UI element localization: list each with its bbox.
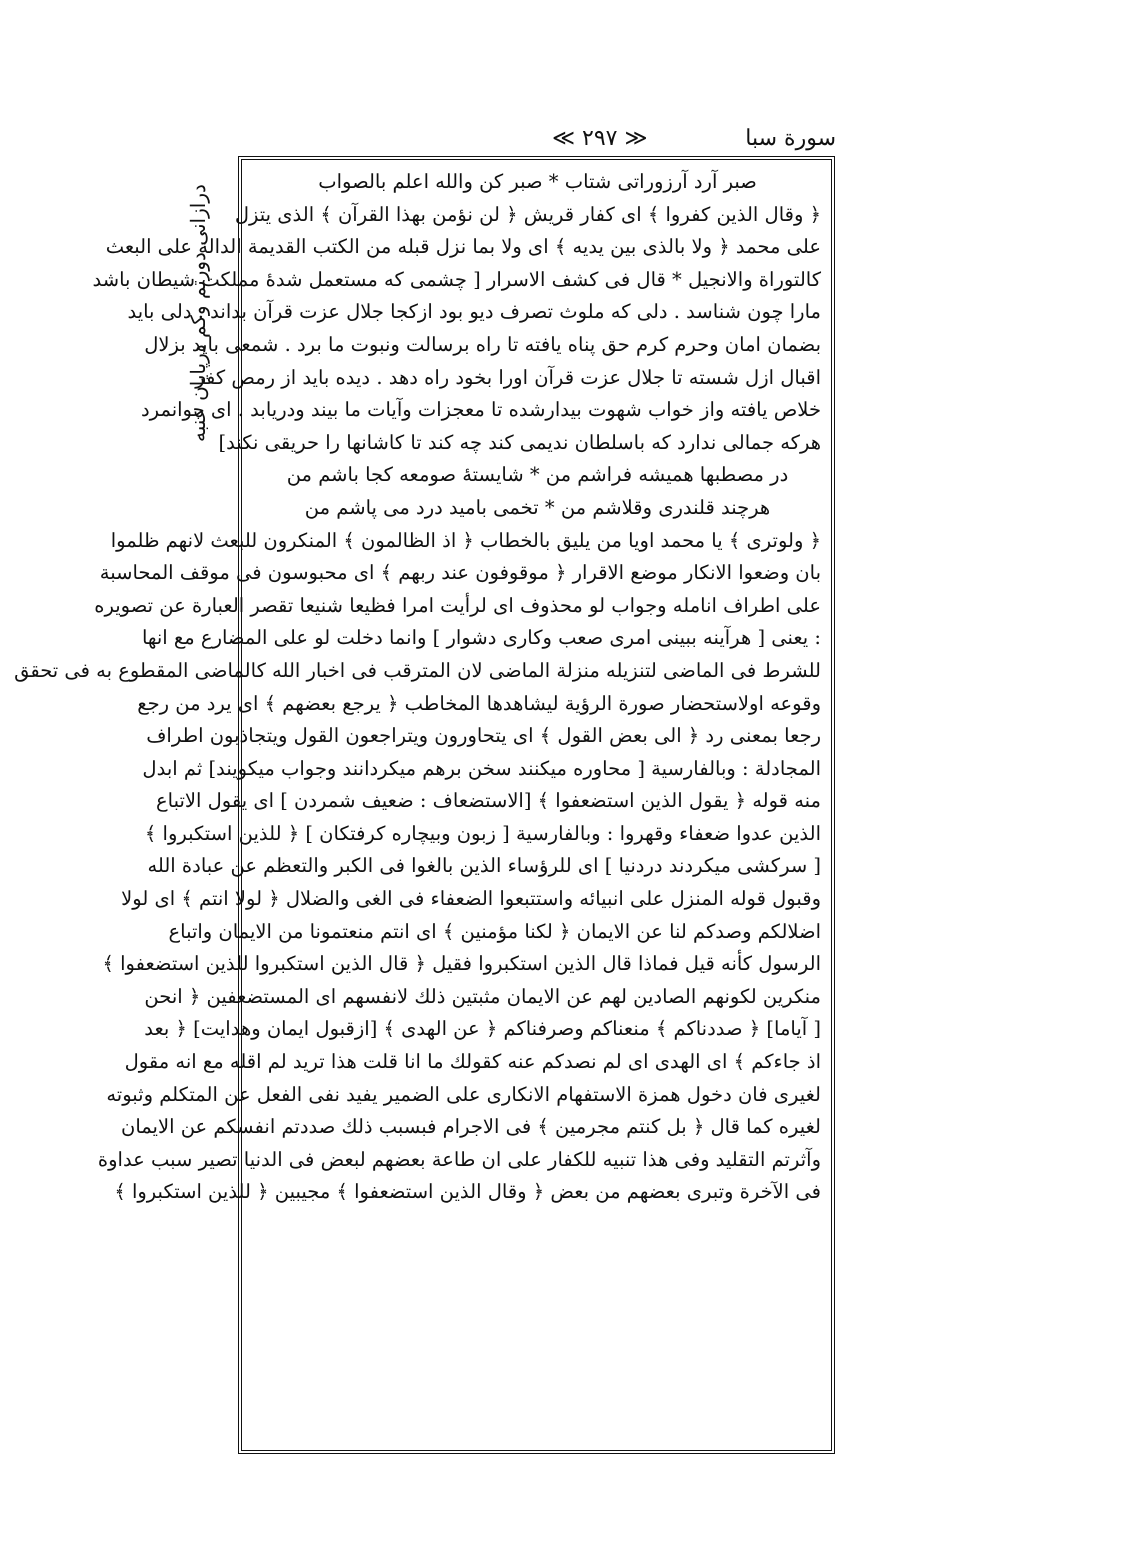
text-line: وقوعه اولاستحضار صورة الرؤية ليشاهدها المخاطب ﴿ يرجع بعضهم ﴾ اى يرد من رجع xyxy=(137,691,821,715)
surah-name: سورة سبا xyxy=(745,126,836,151)
text-line: وآثرتم التقليد وفى هذا تنبيه للكفار على ان طاعة بعضهم لبعض فى الدنيا تصير سبب عداوة xyxy=(97,1147,821,1171)
text-line: لغيره كما قال ﴿ بل كنتم مجرمين ﴾ فى الاجرام فبسبب ذلك صددتم انفسكم عن الايمان xyxy=(121,1115,821,1139)
text-line: كالتوراة والانجيل * قال فى كشف الاسرار [ چشمى كه مستعمل شدۀ مملكت شيطان باشد xyxy=(92,267,821,291)
text-line: اضلالكم وصدكم لنا عن الايمان ﴿ لكنا مؤمنين ﴾ اى انتم منعتمونا من الايمان واتباع xyxy=(168,919,821,943)
text-line: اقبال ازل شسته تا جلال عزت قرآن اورا بخود راه دهد . ديده بايد از رمص كفر xyxy=(195,365,821,389)
poem-line: هرچند قلندرى وقلاشم من * تخمى باميد درد مى پاشم من xyxy=(304,495,771,519)
text-line: بضمان امان وحرم كرم حق پناه يافته تا راه برسالت ونبوت ما برد . شمعى بايد بزلال xyxy=(144,332,821,356)
poem-line: صبر آرد آرزوراتی شتاب * صبر کن والله اعلم بالصواب xyxy=(318,170,757,193)
text-line: [ آياما] ﴿ صددناكم ﴾ منعناكم وصرفناكم ﴿ عن الهدى ﴾ [ازقبول ايمان وهدايت] ﴿ بعد xyxy=(144,1017,821,1041)
text-line: رجعا بمعنى رد ﴿ الى بعض القول ﴾ اى يتحاورون ويتراجعون القول ويتجاذبون اطراف xyxy=(146,724,821,748)
text-line: خلاص يافته واز خواب شهوت بيدارشده تا معجزات وآيات ما بيند ودريابد . اى جوانمرد xyxy=(141,398,821,422)
text-line: مارا چون شناسد . دلى كه ملوث تصرف ديو بود ازكجا جلال عزت قرآن بداند . دلى بايد xyxy=(127,300,821,324)
margin-note: درازانی دورتم وکم درپایان عنبه xyxy=(186,184,210,442)
page-header xyxy=(236,126,836,156)
text-line: فى الآخرة وتبرى بعضهم من بعض ﴿ وقال الذين استضعفوا ﴾ مجيبين ﴿ للذين استكبروا ﴾ xyxy=(114,1180,821,1204)
text-line: على اطراف انامله وجواب لو محذوف اى لرأيت امرا فظيعا شنيعا تقصر العبارة عن تصويره xyxy=(94,593,821,617)
text-line: : يعنى [ هرآينه ببينى امرى صعب وكارى دشوار ] وانما دخلت لو على المضارع مع انها xyxy=(141,626,821,650)
text-line: [ سركشى ميكردند دردنيا ] اى للرؤساء الذين بالغوا فى الكبر والتعظم عن عبادة الله xyxy=(147,854,821,878)
text-line: المجادلة : وبالفارسية [ محاوره ميكنند سخن برهم ميكردانند وجواب ميكويند] ثم ابدل xyxy=(142,756,821,780)
text-line: على محمد ﴿ ولا بالذى بين يديه ﴾ اى ولا بما نزل قبله من الكتب القديمة الدالة على البعث xyxy=(105,235,821,259)
text-line: الرسول كأنه قيل فماذا قال الذين استكبروا فقيل ﴿ قال الذين استكبروا للذين استضعفوا ﴾ xyxy=(102,952,821,976)
text-line: وقبول قوله المنزل على انبيائه واستتبعوا الضعفاء فى الغى والضلال ﴿ لولا انتم ﴾ اى لولا xyxy=(121,887,821,911)
text-line: للشرط فى الماضى لتنزيله منزلة الماضى لان المترقب فى اخبار الله كالماضى المقطوع به فى تحقق xyxy=(14,658,821,682)
poem-line: در مصطبها هميشه فراشم من * شايستۀ صومعه كجا باشم من xyxy=(286,463,789,487)
text-line: هركه جمالى ندارد كه باسلطان نديمى كند چه كند تا كاشانها را حريقى نكند] xyxy=(218,430,821,454)
text-line: بان وضعوا الانكار موضع الاقرار ﴿ موقوفون عند ربهم ﴾ اى محبوسون فى موقف المحاسبة xyxy=(99,561,821,585)
page-number: ≪ ٢٩٧ ≫ xyxy=(552,126,648,151)
text-line: لغيرى فان دخول همزة الاستفهام الانكارى على الضمير يفيد نفى الفعل عن المتكلم وثبوته xyxy=(106,1082,821,1106)
text-line: ﴿ وقال الذين كفروا ﴾ اى كفار قريش ﴿ لن نؤمن بهذا القرآن ﴾ الذى يتزل xyxy=(234,202,821,226)
text-line: ﴿ ولوترى ﴾ يا محمد اويا من يليق بالخطاب ﴿ اذ الظالمون ﴾ المنكرون للبعث لانهم ظلموا xyxy=(110,528,821,552)
text-line: اذ جاءكم ﴾ اى الهدى اى لم نصدكم عنه كقولك ما انا قلت هذا تريد لم اقله مع انه مقول xyxy=(124,1050,821,1074)
text-line: منكرين لكونهم الصادين لهم عن الايمان مثبتين ذلك لانفسهم اى المستضعفين ﴿ انحن xyxy=(144,984,821,1008)
text-line: الذين عدوا ضعفاء وقهروا : وبالفارسية [ زبون وبيچاره كرفتكان ] ﴿ للذين استكبروا ﴾ xyxy=(144,821,821,845)
text-line: منه قوله ﴿ يقول الذين استضعفوا ﴾ [الاستضعاف : ضعيف شمردن ] اى يقول الاتباع xyxy=(156,789,821,813)
